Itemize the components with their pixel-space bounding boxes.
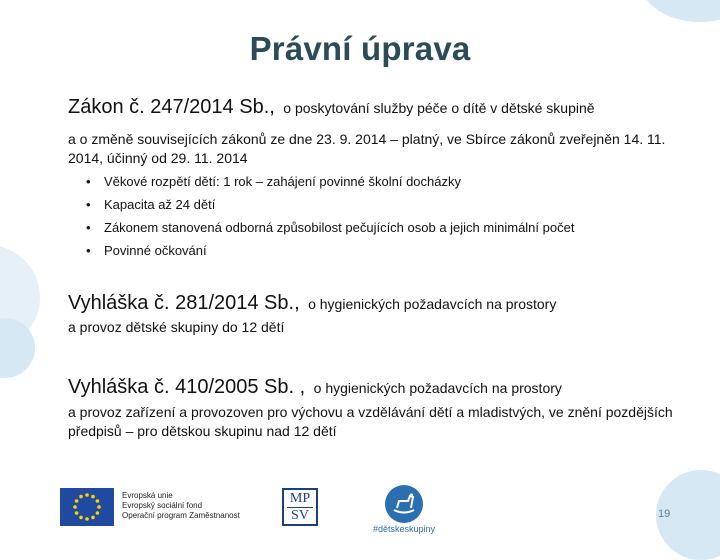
bullet-item [86,216,704,239]
law-body-1: a o změně souvisejících zákonů ze dne 23. 9. 2014 – platný, ve Sbírce zákonů zveřejněn 14. 11. 2014, účinný od 29. 11. 2014 [68,131,666,166]
law-heading-3 [68,376,562,399]
law-body-3: a provoz zařízení a provozoven pro výchovu a vzdělávání dětí a mladistvých, ve znění pozdějších předpisů – pro dětskou skupinu nad 12 dětí [68,404,673,439]
mpsv-logo-bottom: SV [291,508,309,523]
eu-logo-line-1: Evropská unie [122,491,173,500]
law-name-2: Vyhláška č. 281/2014 Sb., [68,292,300,314]
law-name-1: Zákon č. 247/2014 Sb., [68,96,275,118]
bullet-item [86,170,704,193]
bullet-item [86,193,704,216]
bullet-text: Věkové rozpětí dětí: 1 rok – zahájení povinné školní docházky [104,174,461,189]
eu-logo-line-3: Operační program Zaměstnanost [122,511,240,520]
bullet-dot: • [86,243,91,258]
decor-circle-top-right [640,0,720,22]
bullet-text: Povinné očkování [104,243,207,258]
bullet-item [86,239,704,262]
bullet-dot: • [86,197,91,212]
bullet-text: Kapacita až 24 dětí [104,197,216,212]
eu-logo-line-2: Evropský sociální fond [122,501,203,510]
law-heading-1 [68,96,595,119]
bullet-dot: • [86,220,91,235]
eu-esf-logo [60,488,260,528]
bullet-dot: • [86,174,91,189]
law-subtitle-3: o hygienických požadavcích na prostory [313,380,562,396]
detske-skupiny-label: #dětskeskupiny [372,524,436,534]
detske-skupiny-logo [360,484,448,534]
law-heading-2 [68,292,556,315]
eu-flag-icon [60,488,114,526]
law-1-bullet-list [86,170,704,262]
law-name-3: Vyhláška č. 410/2005 Sb. , [68,376,306,398]
rocking-horse-icon [384,484,424,524]
bullet-text: Zákonem stanovená odborná způsobilost pečujících osob a jejich minimální počet [104,220,575,235]
slide-title: Právní úprava [249,30,471,67]
mpsv-logo-top: MP [289,491,311,506]
law-body-2: a provoz dětské skupiny do 12 dětí [68,319,285,335]
page-number: 19 [658,508,671,520]
mpsv-logo [282,488,318,526]
law-subtitle-1: o poskytování služby péče o dítě v dětské skupině [283,100,595,116]
law-subtitle-2: o hygienických požadavcích na prostory [308,296,557,312]
